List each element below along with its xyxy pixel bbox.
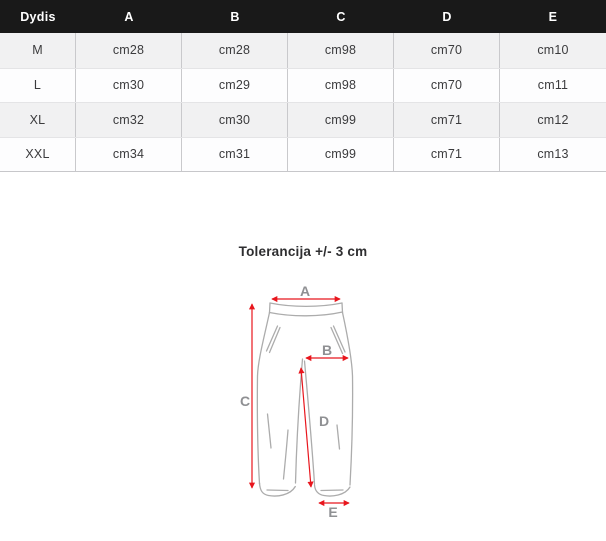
table-row-xl <box>0 102 606 137</box>
diagram-label-d: D <box>318 413 330 429</box>
measurement-labels <box>240 283 338 520</box>
waistband-line <box>270 303 342 306</box>
crease-line <box>337 425 340 449</box>
measure-cell: cm70 <box>394 33 500 68</box>
size-table-header-row <box>0 0 606 33</box>
measure-cell: cm12 <box>537 112 569 127</box>
right-outer-seam <box>343 313 353 486</box>
measure-cell: cm29 <box>182 69 288 103</box>
measure-cell: cm99 <box>288 103 394 137</box>
size-cell: M <box>0 33 76 68</box>
waistband-line <box>270 312 343 316</box>
header-cell-measure-d: D <box>442 9 452 24</box>
table-row-xxl <box>0 137 606 172</box>
diagram-label-b: B <box>321 342 333 358</box>
table-row-m <box>0 33 606 68</box>
measure-cell: cm70 <box>394 69 500 103</box>
measure-arrow-d <box>301 368 311 487</box>
diagram-label-a: A <box>299 283 311 299</box>
measure-cell: cm34 <box>76 138 182 172</box>
tolerance-note: Tolerancija +/- 3 cm <box>238 244 368 259</box>
measure-cell: cm30 <box>76 69 182 103</box>
measure-cell: cm28 <box>76 33 182 68</box>
header-cell-size: Dydis <box>20 9 56 24</box>
size-cell: L <box>0 69 76 103</box>
measure-cell: cm13 <box>537 147 569 162</box>
waistband-edge <box>342 303 343 313</box>
measure-cell: cm11 <box>537 78 569 93</box>
right-pocket-line <box>334 326 346 352</box>
left-hem-stitch <box>267 490 288 491</box>
measure-cell: cm31 <box>182 138 288 172</box>
measure-cell: cm32 <box>76 103 182 137</box>
crease-line <box>284 430 289 479</box>
table-row-l <box>0 68 606 103</box>
size-table <box>0 0 606 172</box>
diagram-label-e: E <box>328 504 338 520</box>
measure-cell: cm71 <box>394 138 500 172</box>
measure-cell: cm99 <box>288 138 394 172</box>
header-cell-measure-c: C <box>336 9 346 24</box>
measure-cell: cm30 <box>182 103 288 137</box>
diagram-label-c: C <box>239 393 251 409</box>
measure-cell: cm28 <box>182 33 288 68</box>
header-cell-measure-b: B <box>230 9 240 24</box>
left-outer-seam <box>257 313 269 485</box>
crease-line <box>268 414 272 448</box>
header-cell-measure-e: E <box>548 9 558 24</box>
header-cell-measure-a: A <box>124 9 134 24</box>
measure-cell: cm10 <box>537 43 569 58</box>
size-cell: XXL <box>0 138 76 172</box>
right-hem-stitch <box>321 490 343 491</box>
pants-measurement-diagram <box>233 278 413 541</box>
pants-outline <box>257 303 352 496</box>
measure-cell: cm98 <box>288 69 394 103</box>
right-pocket-line <box>331 328 343 354</box>
waistband-edge <box>270 303 271 313</box>
left-hem <box>260 483 296 496</box>
measure-cell: cm98 <box>288 33 394 68</box>
measure-cell: cm71 <box>394 103 500 137</box>
size-cell: XL <box>0 103 76 137</box>
